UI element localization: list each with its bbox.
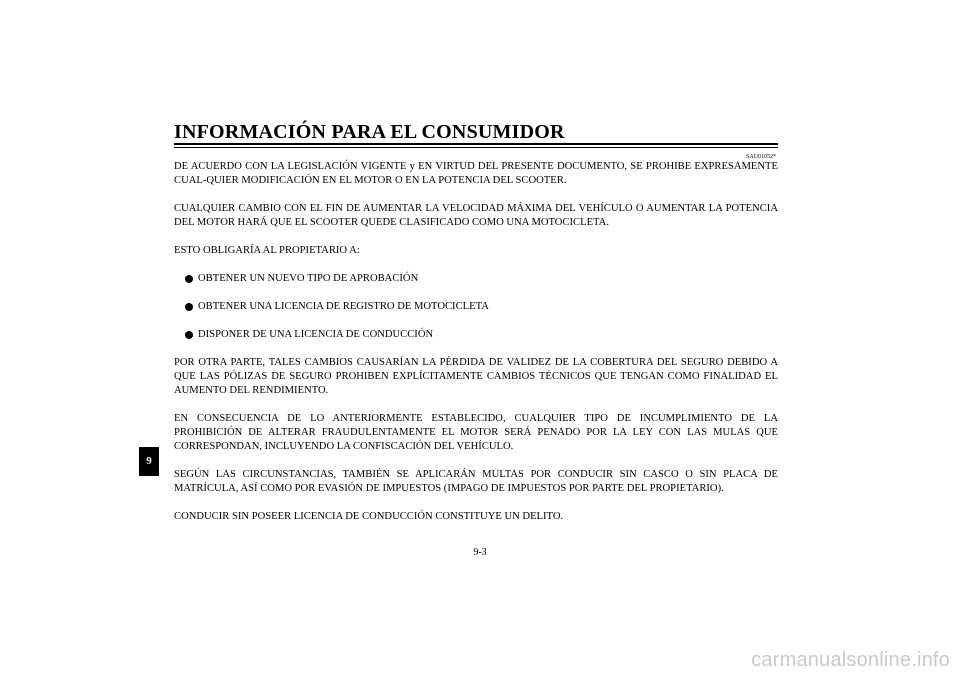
page-number: 9-3 — [473, 547, 487, 558]
title-underline-thick — [174, 143, 778, 145]
bullet-icon — [185, 303, 193, 311]
paragraph: EN CONSECUENCIA DE LO ANTERIORMENTE ESTABLECIDO, CUALQUIER TIPO DE INCUMPLIMIENTO DE LA PROHIBICIÓN DE ALTERAR FRAUDULENTAMENTE EL MOTOR SERÁ PENADO POR LA LEY CON LAS MULAS QUE CORRESPONDAN, INCLUYENDO LA CONFISCACIÓN DEL VEHÍCULO. — [174, 413, 778, 452]
title-underline-thin — [174, 147, 778, 148]
list-item-text: OBTENER UNA LICENCIA DE REGISTRO DE MOTOCICLETA — [198, 301, 489, 312]
bullet-icon — [185, 275, 193, 283]
page-title: INFORMACIÓN PARA EL CONSUMIDOR — [174, 121, 565, 143]
list-item-text: OBTENER UN NUEVO TIPO DE APROBACIÓN — [198, 273, 419, 284]
paragraph: POR OTRA PARTE, TALES CAMBIOS CAUSARÍAN LA PÉRDIDA DE VALIDEZ DE LA COBERTURA DEL SEGURO DEBIDO A QUE LAS PÓLIZAS DE SEGURO PROHIBEN EXPLÍCITAMENTE CAMBIOS TÉCNICOS QUE TENGAN COMO FINALIDAD EL AUMENTO DEL RENDIMIENTO. — [174, 357, 778, 396]
reference-code: SAU01052* — [745, 154, 776, 160]
paragraph: SEGÚN LAS CIRCUNSTANCIAS, TAMBIÉN SE APLICARÁN MULTAS POR CONDUCIR SIN CASCO O SIN PLACA DE MATRÍCULA, ASÍ COMO POR EVASIÓN DE IMPUESTOS (IMPAGO DE IMPUESTOS POR PARTE DEL PROPIETARIO). — [174, 469, 778, 494]
watermark: carmanualsonline.info — [751, 649, 950, 671]
list-item-text: DISPONER DE UNA LICENCIA DE CONDUCCIÓN — [198, 329, 434, 340]
list-item — [174, 272, 778, 286]
requirements-list — [174, 272, 778, 342]
paragraph: DE ACUERDO CON LA LEGISLACIÓN VIGENTE y EN VIRTUD DEL PRESENTE DOCUMENTO, SE PROHIBE EXPRESAMENTE CUAL-QUIER MODIFICACIÓN EN EL MOTOR O EN LA POTENCIA DEL SCOOTER. — [174, 161, 778, 186]
paragraph: CONDUCIR SIN POSEER LICENCIA DE CONDUCCIÓN CONSTITUYE UN DELITO. — [174, 511, 564, 522]
paragraph: CUALQUIER CAMBIO CON EL FIN DE AUMENTAR LA VELOCIDAD MÁXIMA DEL VEHÍCULO O AUMENTAR LA POTENCIA DEL MOTOR HARÁ QUE EL SCOOTER QUEDE CLASIFICADO COMO UNA MOTOCICLETA. — [174, 203, 778, 228]
body-content — [174, 160, 778, 538]
list-item — [174, 328, 778, 342]
chapter-tab: 9 — [139, 447, 159, 476]
paragraph: ESTO OBLIGARÍA AL PROPIETARIO A: — [174, 245, 360, 256]
list-item — [174, 300, 778, 314]
bullet-icon — [185, 331, 193, 339]
